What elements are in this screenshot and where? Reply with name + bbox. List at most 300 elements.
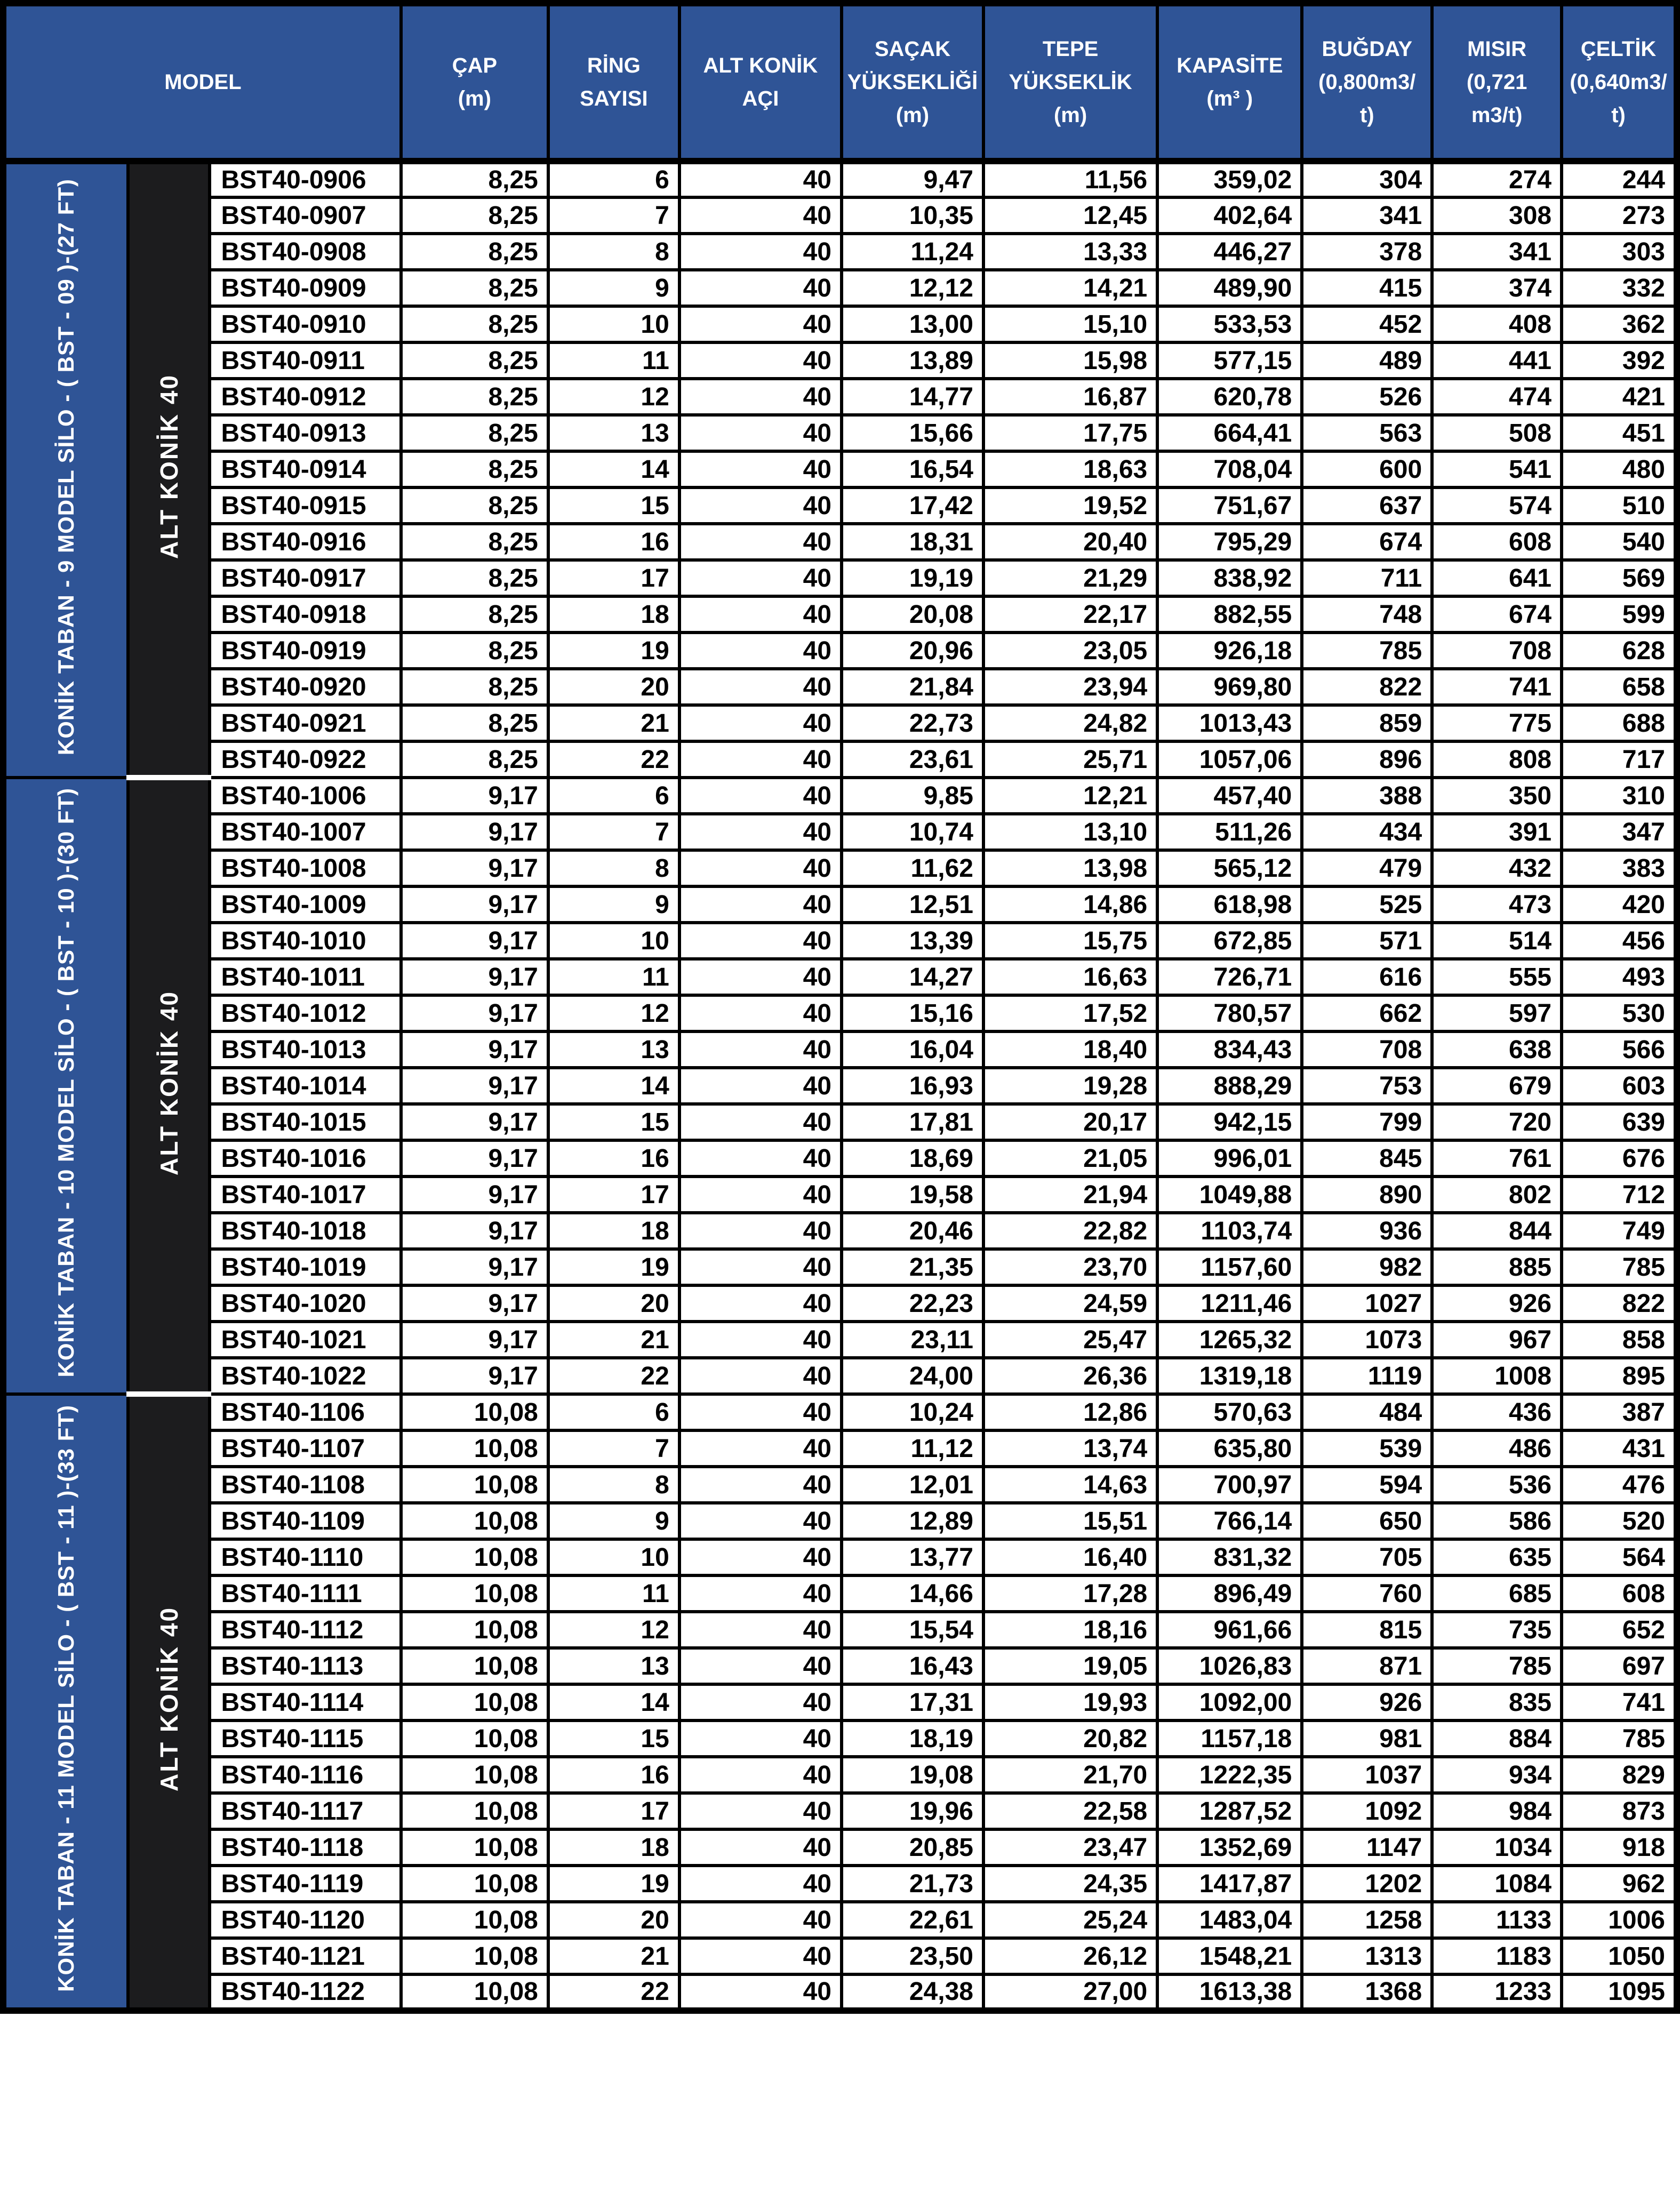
cell-paddy: 608 [1562, 1575, 1677, 1612]
table-row [3, 1322, 1677, 1358]
table-row [3, 995, 1677, 1031]
cell-paddy: 741 [1562, 1684, 1677, 1720]
table-row [3, 1104, 1677, 1140]
cell-ring-count: 11 [548, 1575, 679, 1612]
cell-diameter: 8,25 [401, 161, 548, 197]
cell-diameter: 9,17 [401, 814, 548, 850]
cell-corn: 785 [1432, 1648, 1562, 1684]
cell-paddy: 540 [1562, 524, 1677, 560]
cell-model: BST40-1121 [210, 1938, 401, 1974]
cell-cone-angle: 40 [679, 1430, 842, 1467]
cell-capacity: 726,71 [1157, 959, 1302, 995]
cell-diameter: 10,08 [401, 1394, 548, 1430]
cell-diameter: 8,25 [401, 342, 548, 379]
cell-capacity: 1319,18 [1157, 1358, 1302, 1394]
section-label: KONİK TABAN - 9 MODEL SİLO - ( BST - 09 )-(27 FT) [53, 178, 79, 756]
cell-capacity: 795,29 [1157, 524, 1302, 560]
cell-capacity: 1417,87 [1157, 1866, 1302, 1902]
cell-diameter: 9,17 [401, 1140, 548, 1176]
cell-model: BST40-1110 [210, 1539, 401, 1575]
cell-wheat: 539 [1302, 1430, 1432, 1467]
cell-peak-height: 16,63 [983, 959, 1157, 995]
cell-ring-count: 22 [548, 1974, 679, 2011]
cell-diameter: 9,17 [401, 1249, 548, 1285]
cell-peak-height: 15,98 [983, 342, 1157, 379]
table-row [3, 1866, 1677, 1902]
cell-wheat: 525 [1302, 886, 1432, 923]
cell-cone-angle: 40 [679, 415, 842, 451]
cell-capacity: 766,14 [1157, 1503, 1302, 1539]
cell-peak-height: 12,21 [983, 778, 1157, 814]
cell-wheat: 1147 [1302, 1829, 1432, 1866]
cell-diameter: 8,25 [401, 270, 548, 306]
cell-corn: 441 [1432, 342, 1562, 379]
cell-capacity: 1287,52 [1157, 1793, 1302, 1829]
cell-corn: 641 [1432, 560, 1562, 596]
cell-ring-count: 21 [548, 705, 679, 741]
table-row [3, 487, 1677, 524]
cell-eave-height: 23,61 [842, 741, 983, 778]
cell-paddy: 476 [1562, 1467, 1677, 1503]
section-cone-label: ALT KONİK 40 [155, 990, 183, 1175]
cell-capacity: 620,78 [1157, 379, 1302, 415]
cell-capacity: 834,43 [1157, 1031, 1302, 1068]
cell-corn: 802 [1432, 1176, 1562, 1213]
cell-diameter: 9,17 [401, 886, 548, 923]
cell-ring-count: 16 [548, 1140, 679, 1176]
cell-peak-height: 22,82 [983, 1213, 1157, 1249]
cell-ring-count: 17 [548, 1176, 679, 1213]
cell-paddy: 273 [1562, 197, 1677, 234]
cell-diameter: 9,17 [401, 1285, 548, 1322]
cell-eave-height: 10,74 [842, 814, 983, 850]
cell-diameter: 9,17 [401, 1068, 548, 1104]
cell-capacity: 664,41 [1157, 415, 1302, 451]
cell-peak-height: 17,28 [983, 1575, 1157, 1612]
cell-corn: 1233 [1432, 1974, 1562, 2011]
cell-ring-count: 8 [548, 234, 679, 270]
cell-corn: 835 [1432, 1684, 1562, 1720]
cell-cone-angle: 40 [679, 451, 842, 487]
cell-cone-angle: 40 [679, 1031, 842, 1068]
cell-peak-height: 16,40 [983, 1539, 1157, 1575]
cell-wheat: 616 [1302, 959, 1432, 995]
cell-model: BST40-1115 [210, 1720, 401, 1757]
cell-peak-height: 25,24 [983, 1902, 1157, 1938]
cell-corn: 341 [1432, 234, 1562, 270]
cell-model: BST40-1118 [210, 1829, 401, 1866]
cell-eave-height: 15,54 [842, 1612, 983, 1648]
cell-diameter: 10,08 [401, 1467, 548, 1503]
cell-capacity: 1613,38 [1157, 1974, 1302, 2011]
cell-diameter: 8,25 [401, 596, 548, 633]
cell-corn: 514 [1432, 923, 1562, 959]
cell-paddy: 749 [1562, 1213, 1677, 1249]
cell-corn: 934 [1432, 1757, 1562, 1793]
cell-peak-height: 24,35 [983, 1866, 1157, 1902]
cell-model: BST40-1019 [210, 1249, 401, 1285]
cell-model: BST40-0922 [210, 741, 401, 778]
cell-paddy: 829 [1562, 1757, 1677, 1793]
cell-ring-count: 15 [548, 487, 679, 524]
cell-paddy: 639 [1562, 1104, 1677, 1140]
cell-cone-angle: 40 [679, 959, 842, 995]
table-row [3, 270, 1677, 306]
table-row [3, 1503, 1677, 1539]
cell-model: BST40-1016 [210, 1140, 401, 1176]
cell-corn: 308 [1432, 197, 1562, 234]
cell-wheat: 674 [1302, 524, 1432, 560]
table-row [3, 814, 1677, 850]
cell-eave-height: 19,58 [842, 1176, 983, 1213]
table-row [3, 886, 1677, 923]
cell-diameter: 8,25 [401, 415, 548, 451]
cell-model: BST40-1014 [210, 1068, 401, 1104]
cell-capacity: 672,85 [1157, 923, 1302, 959]
cell-paddy: 566 [1562, 1031, 1677, 1068]
cell-model: BST40-1015 [210, 1104, 401, 1140]
cell-eave-height: 13,77 [842, 1539, 983, 1575]
cell-diameter: 10,08 [401, 1503, 548, 1539]
cell-capacity: 1352,69 [1157, 1829, 1302, 1866]
cell-eave-height: 14,77 [842, 379, 983, 415]
cell-paddy: 392 [1562, 342, 1677, 379]
table-row [3, 1829, 1677, 1866]
cell-diameter: 8,25 [401, 669, 548, 705]
cell-wheat: 896 [1302, 741, 1432, 778]
cell-diameter: 10,08 [401, 1757, 548, 1793]
cell-eave-height: 22,73 [842, 705, 983, 741]
cell-capacity: 1157,60 [1157, 1249, 1302, 1285]
cell-eave-height: 10,35 [842, 197, 983, 234]
cell-corn: 473 [1432, 886, 1562, 923]
cell-cone-angle: 40 [679, 705, 842, 741]
cell-cone-angle: 40 [679, 596, 842, 633]
cell-ring-count: 9 [548, 1503, 679, 1539]
cell-model: BST40-1008 [210, 850, 401, 886]
cell-wheat: 890 [1302, 1176, 1432, 1213]
cell-corn: 408 [1432, 306, 1562, 342]
cell-wheat: 563 [1302, 415, 1432, 451]
cell-capacity: 708,04 [1157, 451, 1302, 487]
cell-paddy: 1050 [1562, 1938, 1677, 1974]
cell-model: BST40-0914 [210, 451, 401, 487]
table-row [3, 1648, 1677, 1684]
cell-diameter: 8,25 [401, 741, 548, 778]
cell-wheat: 452 [1302, 306, 1432, 342]
cell-wheat: 484 [1302, 1394, 1432, 1430]
cell-corn: 708 [1432, 633, 1562, 669]
cell-peak-height: 20,82 [983, 1720, 1157, 1757]
table-row [3, 959, 1677, 995]
cell-wheat: 982 [1302, 1249, 1432, 1285]
cell-eave-height: 14,66 [842, 1575, 983, 1612]
cell-model: BST40-0906 [210, 161, 401, 197]
cell-model: BST40-1006 [210, 778, 401, 814]
cell-diameter: 10,08 [401, 1866, 548, 1902]
cell-diameter: 8,25 [401, 633, 548, 669]
cell-corn: 608 [1432, 524, 1562, 560]
cell-cone-angle: 40 [679, 1539, 842, 1575]
cell-peak-height: 18,16 [983, 1612, 1157, 1648]
cell-ring-count: 15 [548, 1720, 679, 1757]
cell-model: BST40-0921 [210, 705, 401, 741]
table-row [3, 633, 1677, 669]
cell-cone-angle: 40 [679, 1176, 842, 1213]
cell-cone-angle: 40 [679, 342, 842, 379]
cell-peak-height: 17,52 [983, 995, 1157, 1031]
cell-wheat: 1119 [1302, 1358, 1432, 1394]
cell-capacity: 882,55 [1157, 596, 1302, 633]
cell-capacity: 1548,21 [1157, 1938, 1302, 1974]
cell-corn: 674 [1432, 596, 1562, 633]
cell-diameter: 8,25 [401, 451, 548, 487]
cell-paddy: 822 [1562, 1285, 1677, 1322]
cell-paddy: 310 [1562, 778, 1677, 814]
cell-ring-count: 16 [548, 524, 679, 560]
cell-cone-angle: 40 [679, 270, 842, 306]
cell-wheat: 799 [1302, 1104, 1432, 1140]
cell-diameter: 9,17 [401, 1322, 548, 1358]
cell-cone-angle: 40 [679, 1684, 842, 1720]
cell-peak-height: 23,94 [983, 669, 1157, 705]
cell-model: BST40-0919 [210, 633, 401, 669]
table-row [3, 379, 1677, 415]
cell-capacity: 896,49 [1157, 1575, 1302, 1612]
cell-model: BST40-0910 [210, 306, 401, 342]
cell-corn: 635 [1432, 1539, 1562, 1575]
cell-peak-height: 15,10 [983, 306, 1157, 342]
cell-cone-angle: 40 [679, 1575, 842, 1612]
cell-wheat: 815 [1302, 1612, 1432, 1648]
cell-paddy: 347 [1562, 814, 1677, 850]
table-row [3, 560, 1677, 596]
cell-eave-height: 11,12 [842, 1430, 983, 1467]
cell-paddy: 451 [1562, 415, 1677, 451]
cell-corn: 984 [1432, 1793, 1562, 1829]
cell-ring-count: 10 [548, 923, 679, 959]
cell-paddy: 530 [1562, 995, 1677, 1031]
cell-model: BST40-1120 [210, 1902, 401, 1938]
cell-model: BST40-1012 [210, 995, 401, 1031]
table-row [3, 1285, 1677, 1322]
cell-capacity: 565,12 [1157, 850, 1302, 886]
table-row [3, 778, 1677, 814]
cell-cone-angle: 40 [679, 741, 842, 778]
cell-diameter: 10,08 [401, 1430, 548, 1467]
table-row [3, 1684, 1677, 1720]
header-wheat: BUĞDAY (0,800m3/ t) [1302, 3, 1432, 161]
cell-wheat: 594 [1302, 1467, 1432, 1503]
cell-ring-count: 20 [548, 1902, 679, 1938]
cell-model: BST40-1010 [210, 923, 401, 959]
cell-peak-height: 20,40 [983, 524, 1157, 560]
cell-peak-height: 18,63 [983, 451, 1157, 487]
cell-ring-count: 9 [548, 886, 679, 923]
cell-diameter: 9,17 [401, 995, 548, 1031]
cell-wheat: 571 [1302, 923, 1432, 959]
cell-corn: 541 [1432, 451, 1562, 487]
cell-capacity: 618,98 [1157, 886, 1302, 923]
cell-diameter: 10,08 [401, 1684, 548, 1720]
cell-ring-count: 6 [548, 778, 679, 814]
cell-ring-count: 20 [548, 669, 679, 705]
cell-ring-count: 22 [548, 741, 679, 778]
cell-capacity: 831,32 [1157, 1539, 1302, 1575]
cell-paddy: 332 [1562, 270, 1677, 306]
cell-paddy: 480 [1562, 451, 1677, 487]
cell-capacity: 969,80 [1157, 669, 1302, 705]
cell-paddy: 520 [1562, 1503, 1677, 1539]
table-row [3, 415, 1677, 451]
cell-cone-angle: 40 [679, 1503, 842, 1539]
cell-eave-height: 18,69 [842, 1140, 983, 1176]
cell-eave-height: 10,24 [842, 1394, 983, 1430]
cell-ring-count: 14 [548, 451, 679, 487]
cell-eave-height: 12,89 [842, 1503, 983, 1539]
cell-cone-angle: 40 [679, 886, 842, 923]
cell-ring-count: 20 [548, 1285, 679, 1322]
header-capacity: KAPASİTE (m³ ) [1157, 3, 1302, 161]
cell-wheat: 415 [1302, 270, 1432, 306]
table-row [3, 451, 1677, 487]
cell-paddy: 785 [1562, 1249, 1677, 1285]
cell-wheat: 822 [1302, 669, 1432, 705]
cell-paddy: 918 [1562, 1829, 1677, 1866]
cell-capacity: 1483,04 [1157, 1902, 1302, 1938]
cell-model: BST40-1112 [210, 1612, 401, 1648]
cell-corn: 1008 [1432, 1358, 1562, 1394]
cell-capacity: 1103,74 [1157, 1213, 1302, 1249]
cell-model: BST40-0912 [210, 379, 401, 415]
cell-peak-height: 27,00 [983, 1974, 1157, 2011]
cell-ring-count: 18 [548, 1213, 679, 1249]
cell-eave-height: 12,51 [842, 886, 983, 923]
cell-capacity: 751,67 [1157, 487, 1302, 524]
cell-ring-count: 22 [548, 1358, 679, 1394]
cell-model: BST40-1007 [210, 814, 401, 850]
cell-peak-height: 13,10 [983, 814, 1157, 850]
cell-peak-height: 21,94 [983, 1176, 1157, 1213]
table-row [3, 1757, 1677, 1793]
cell-corn: 844 [1432, 1213, 1562, 1249]
cell-model: BST40-1021 [210, 1322, 401, 1358]
cell-corn: 638 [1432, 1031, 1562, 1068]
cell-ring-count: 12 [548, 995, 679, 1031]
table-row [3, 524, 1677, 560]
section-label: KONİK TABAN - 11 MODEL SİLO - ( BST - 11 )-(33 FT) [53, 1405, 79, 1992]
cell-model: BST40-1106 [210, 1394, 401, 1430]
cell-diameter: 9,17 [401, 923, 548, 959]
cell-diameter: 10,08 [401, 1720, 548, 1757]
cell-wheat: 871 [1302, 1648, 1432, 1684]
cell-diameter: 10,08 [401, 1902, 548, 1938]
cell-peak-height: 24,82 [983, 705, 1157, 741]
cell-model: BST40-1113 [210, 1648, 401, 1684]
cell-ring-count: 7 [548, 814, 679, 850]
cell-diameter: 9,17 [401, 1104, 548, 1140]
table-row [3, 923, 1677, 959]
table-row [3, 850, 1677, 886]
cell-cone-angle: 40 [679, 1938, 842, 1974]
cell-ring-count: 18 [548, 1829, 679, 1866]
cell-ring-count: 15 [548, 1104, 679, 1140]
cell-model: BST40-1117 [210, 1793, 401, 1829]
cell-eave-height: 23,11 [842, 1322, 983, 1358]
cell-cone-angle: 40 [679, 1648, 842, 1684]
cell-cone-angle: 40 [679, 814, 842, 850]
cell-cone-angle: 40 [679, 1358, 842, 1394]
cell-peak-height: 19,52 [983, 487, 1157, 524]
cell-capacity: 402,64 [1157, 197, 1302, 234]
cell-capacity: 961,66 [1157, 1612, 1302, 1648]
cell-capacity: 635,80 [1157, 1430, 1302, 1467]
cell-model: BST40-1116 [210, 1757, 401, 1793]
cell-paddy: 895 [1562, 1358, 1677, 1394]
table-row [3, 1612, 1677, 1648]
cell-model: BST40-0915 [210, 487, 401, 524]
cell-corn: 720 [1432, 1104, 1562, 1140]
cell-cone-angle: 40 [679, 1285, 842, 1322]
header-row [3, 3, 1677, 161]
cell-capacity: 511,26 [1157, 814, 1302, 850]
cell-peak-height: 14,63 [983, 1467, 1157, 1503]
cell-wheat: 936 [1302, 1213, 1432, 1249]
cell-cone-angle: 40 [679, 560, 842, 596]
section-label-cell [3, 1394, 128, 2011]
cell-wheat: 859 [1302, 705, 1432, 741]
cell-model: BST40-1119 [210, 1866, 401, 1902]
cell-model: BST40-1122 [210, 1974, 401, 2011]
cell-model: BST40-0918 [210, 596, 401, 633]
cell-cone-angle: 40 [679, 1793, 842, 1829]
cell-ring-count: 8 [548, 850, 679, 886]
cell-eave-height: 21,35 [842, 1249, 983, 1285]
header-ring-count: RİNG SAYISI [548, 3, 679, 161]
cell-model: BST40-0917 [210, 560, 401, 596]
cell-diameter: 8,25 [401, 705, 548, 741]
cell-cone-angle: 40 [679, 1068, 842, 1104]
cell-cone-angle: 40 [679, 1829, 842, 1866]
cell-eave-height: 9,85 [842, 778, 983, 814]
cell-corn: 574 [1432, 487, 1562, 524]
cell-paddy: 421 [1562, 379, 1677, 415]
cell-paddy: 510 [1562, 487, 1677, 524]
cell-model: BST40-1022 [210, 1358, 401, 1394]
cell-cone-angle: 40 [679, 778, 842, 814]
cell-diameter: 9,17 [401, 1176, 548, 1213]
cell-wheat: 760 [1302, 1575, 1432, 1612]
cell-diameter: 9,17 [401, 778, 548, 814]
cell-diameter: 8,25 [401, 379, 548, 415]
cell-model: BST40-0908 [210, 234, 401, 270]
table-row [3, 197, 1677, 234]
table-row [3, 1575, 1677, 1612]
cell-eave-height: 15,66 [842, 415, 983, 451]
cell-cone-angle: 40 [679, 1720, 842, 1757]
cell-paddy: 962 [1562, 1866, 1677, 1902]
section-label-cell [3, 778, 128, 1394]
cell-diameter: 8,25 [401, 487, 548, 524]
cell-ring-count: 7 [548, 1430, 679, 1467]
cell-paddy: 569 [1562, 560, 1677, 596]
cell-wheat: 341 [1302, 197, 1432, 234]
cell-ring-count: 13 [548, 1031, 679, 1068]
cell-corn: 1034 [1432, 1829, 1562, 1866]
cell-peak-height: 23,47 [983, 1829, 1157, 1866]
header-corn: MISIR (0,721 m3/t) [1432, 3, 1562, 161]
cell-paddy: 244 [1562, 161, 1677, 197]
